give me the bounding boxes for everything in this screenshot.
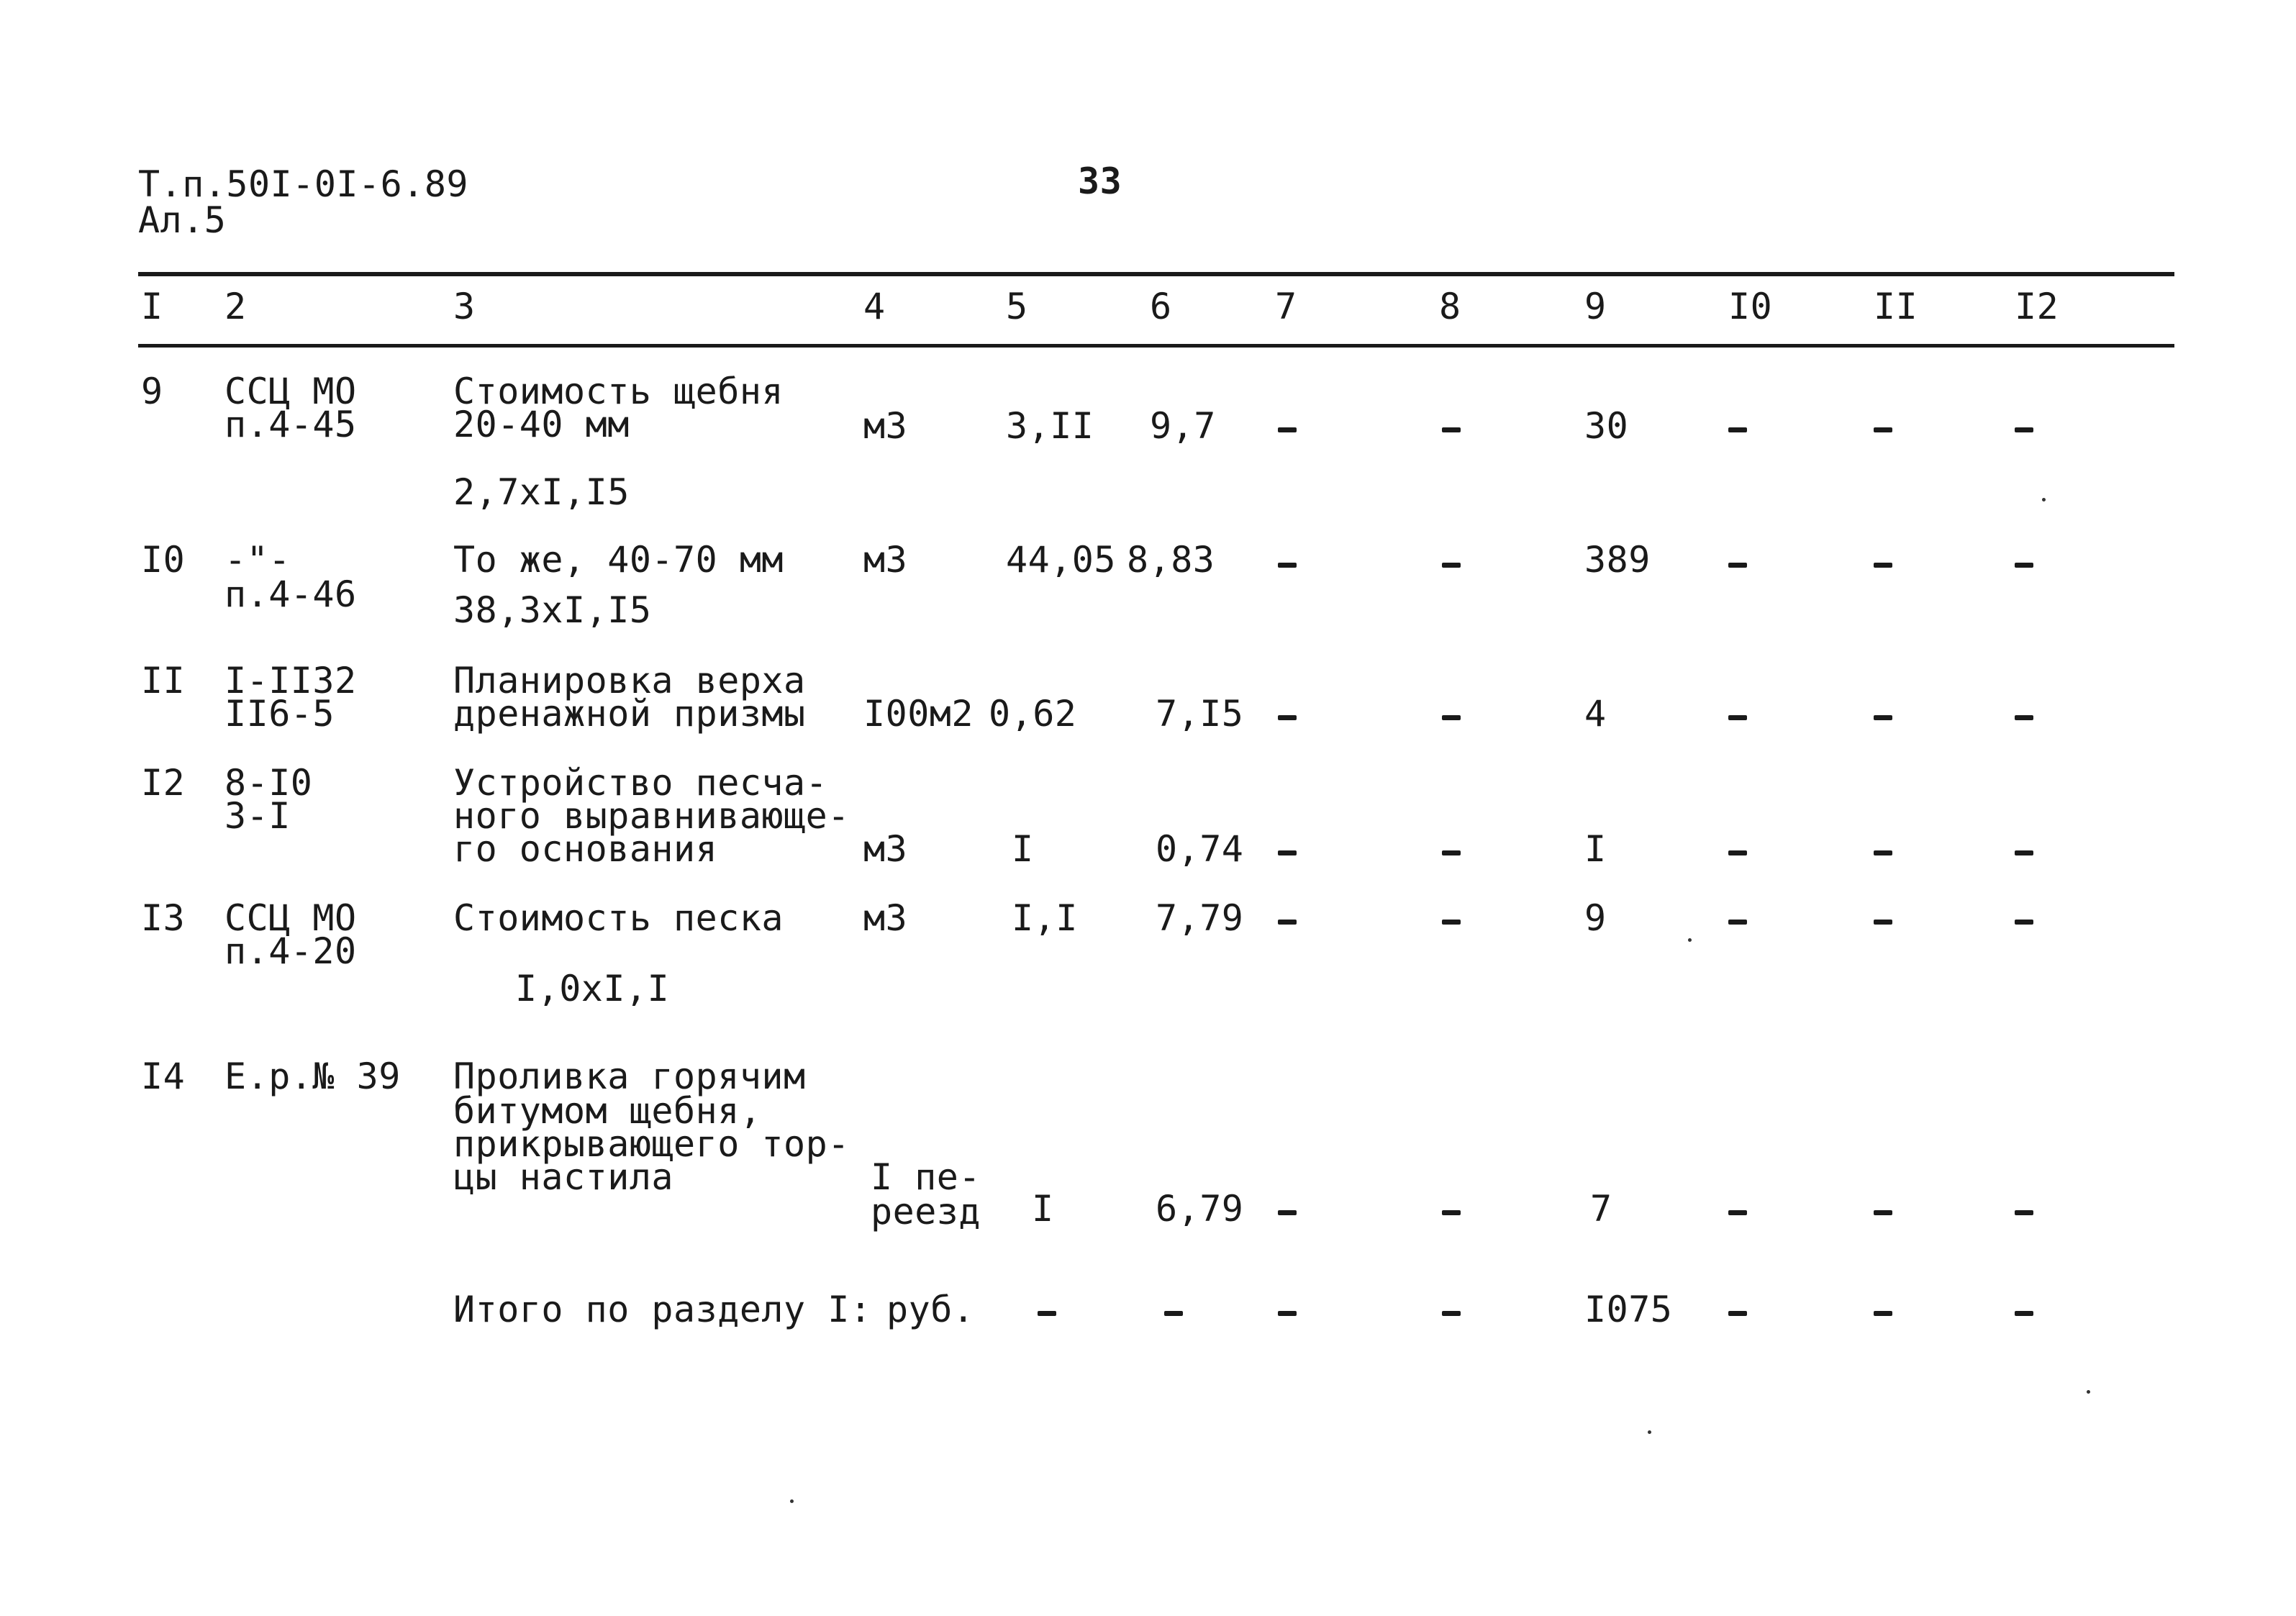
dash-mark — [1442, 850, 1461, 855]
dash-mark — [1278, 715, 1297, 720]
column-header: 2 — [224, 286, 247, 327]
row-unit: м3 — [863, 539, 908, 581]
row-description: прикрывающего тор- — [453, 1123, 850, 1165]
row-number: I3 — [141, 897, 186, 939]
column-header: II — [1874, 286, 1918, 327]
dash-mark — [1442, 563, 1461, 568]
row-code: п.4-20 — [224, 930, 357, 972]
row-total: 7 — [1590, 1188, 1612, 1230]
row-formula: 2,7хI,I5 — [453, 471, 630, 513]
row-quantity: I — [1012, 828, 1034, 870]
column-header: 3 — [453, 286, 476, 327]
summary-total: I075 — [1584, 1289, 1673, 1330]
row-description: То же, 40-70 мм — [453, 539, 784, 581]
row-number: I2 — [141, 762, 186, 804]
dash-mark — [2015, 1210, 2033, 1215]
scan-speck — [2042, 498, 2046, 501]
row-code: 8-I0 — [224, 762, 313, 804]
row-code: ССЦ МО — [224, 897, 357, 939]
summary-unit: руб. — [886, 1289, 975, 1330]
row-unit-price: 6,79 — [1156, 1188, 1244, 1230]
row-code: п.4-46 — [224, 573, 357, 615]
scan-speck — [1648, 1430, 1651, 1434]
dash-mark — [1728, 427, 1747, 432]
summary-label: Итого по разделу I: — [453, 1289, 872, 1330]
row-number: I4 — [141, 1056, 186, 1097]
dash-mark — [1874, 1311, 1892, 1316]
dash-mark — [1874, 920, 1892, 925]
dash-mark — [1278, 920, 1297, 925]
dash-mark — [1442, 427, 1461, 432]
dash-mark — [1038, 1311, 1056, 1316]
row-description: ного выравнивающе- — [453, 795, 850, 837]
dash-mark — [2015, 715, 2033, 720]
row-description: Стоимость песка — [453, 897, 784, 939]
dash-mark — [1278, 427, 1297, 432]
sheet-label: Ал.5 — [138, 199, 227, 241]
row-description: Планировка верха — [453, 660, 806, 702]
dash-mark — [1874, 427, 1892, 432]
row-code: -"- — [224, 539, 291, 581]
row-total: 389 — [1584, 539, 1651, 581]
column-header: I — [141, 286, 163, 327]
dash-mark — [1164, 1311, 1183, 1316]
page-number: 33 — [1078, 160, 1122, 202]
row-description: битумом щебня, — [453, 1090, 762, 1132]
row-description: Устройство песча- — [453, 762, 828, 804]
dash-mark — [1728, 1210, 1747, 1215]
column-header: I0 — [1728, 286, 1773, 327]
row-unit: м3 — [863, 405, 908, 447]
table-header-rule — [138, 344, 2174, 348]
row-unit-price: 9,7 — [1150, 405, 1216, 447]
dash-mark — [1442, 920, 1461, 925]
row-total: I — [1584, 828, 1607, 870]
dash-mark — [1874, 850, 1892, 855]
row-code: Е.р.№ 39 — [224, 1056, 401, 1097]
dash-mark — [1278, 1311, 1297, 1316]
row-code: ССЦ МО — [224, 371, 357, 412]
table-top-rule — [138, 272, 2174, 276]
column-header: 4 — [863, 286, 886, 327]
column-header: 8 — [1439, 286, 1461, 327]
dash-mark — [2015, 1311, 2033, 1316]
column-header: 6 — [1150, 286, 1172, 327]
dash-mark — [1874, 1210, 1892, 1215]
dash-mark — [2015, 563, 2033, 568]
dash-mark — [1278, 850, 1297, 855]
row-unit: реезд — [871, 1191, 981, 1233]
row-quantity: I — [1032, 1188, 1054, 1230]
scan-speck — [790, 1499, 794, 1503]
row-unit-price: 7,I5 — [1156, 693, 1244, 735]
row-total: 30 — [1584, 405, 1629, 447]
row-quantity: 3,II — [1006, 405, 1094, 447]
row-quantity: I,I — [1012, 897, 1078, 939]
scan-speck — [2087, 1390, 2090, 1394]
row-code: II6-5 — [224, 693, 335, 735]
dash-mark — [1874, 563, 1892, 568]
row-unit: м3 — [863, 828, 908, 870]
row-description: Проливка горячим — [453, 1056, 806, 1097]
dash-mark — [1278, 563, 1297, 568]
column-header: 9 — [1584, 286, 1607, 327]
dash-mark — [2015, 850, 2033, 855]
row-description: го основания — [453, 828, 718, 870]
row-unit-price: 0,74 — [1156, 828, 1244, 870]
dash-mark — [1874, 715, 1892, 720]
dash-mark — [2015, 920, 2033, 925]
row-unit-price: 8,83 — [1127, 539, 1215, 581]
dash-mark — [1442, 715, 1461, 720]
dash-mark — [1728, 920, 1747, 925]
row-description: цы настила — [453, 1156, 674, 1198]
dash-mark — [1728, 715, 1747, 720]
column-header: I2 — [2015, 286, 2059, 327]
dash-mark — [1728, 850, 1747, 855]
row-unit: I пе- — [871, 1156, 981, 1198]
row-formula: I,0хI,I — [515, 968, 670, 1009]
document-code: Т.п.50I-0I-6.89 — [138, 163, 469, 205]
dash-mark — [1728, 1311, 1747, 1316]
row-code: 3-I — [224, 795, 291, 837]
row-quantity: 0,62 — [989, 693, 1077, 735]
dash-mark — [2015, 427, 2033, 432]
dash-mark — [1442, 1311, 1461, 1316]
row-code: I-II32 — [224, 660, 357, 702]
row-number: II — [141, 660, 186, 702]
row-code: п.4-45 — [224, 404, 357, 445]
dash-mark — [1728, 563, 1747, 568]
column-header: 5 — [1006, 286, 1028, 327]
dash-mark — [1442, 1210, 1461, 1215]
row-description: дренажной призмы — [453, 693, 806, 735]
dash-mark — [1278, 1210, 1297, 1215]
row-unit-price: 7,79 — [1156, 897, 1244, 939]
row-quantity: 44,05 — [1006, 539, 1117, 581]
row-description: Стоимость щебня — [453, 371, 784, 412]
row-total: 4 — [1584, 693, 1607, 735]
scan-speck — [1688, 938, 1692, 942]
row-description: 20-40 мм — [453, 404, 630, 445]
row-total: 9 — [1584, 897, 1607, 939]
row-number: I0 — [141, 539, 186, 581]
row-unit: I00м2 — [863, 693, 974, 735]
row-unit: м3 — [863, 897, 908, 939]
row-formula: 38,3хI,I5 — [453, 589, 652, 631]
row-number: 9 — [141, 371, 163, 412]
column-header: 7 — [1275, 286, 1297, 327]
